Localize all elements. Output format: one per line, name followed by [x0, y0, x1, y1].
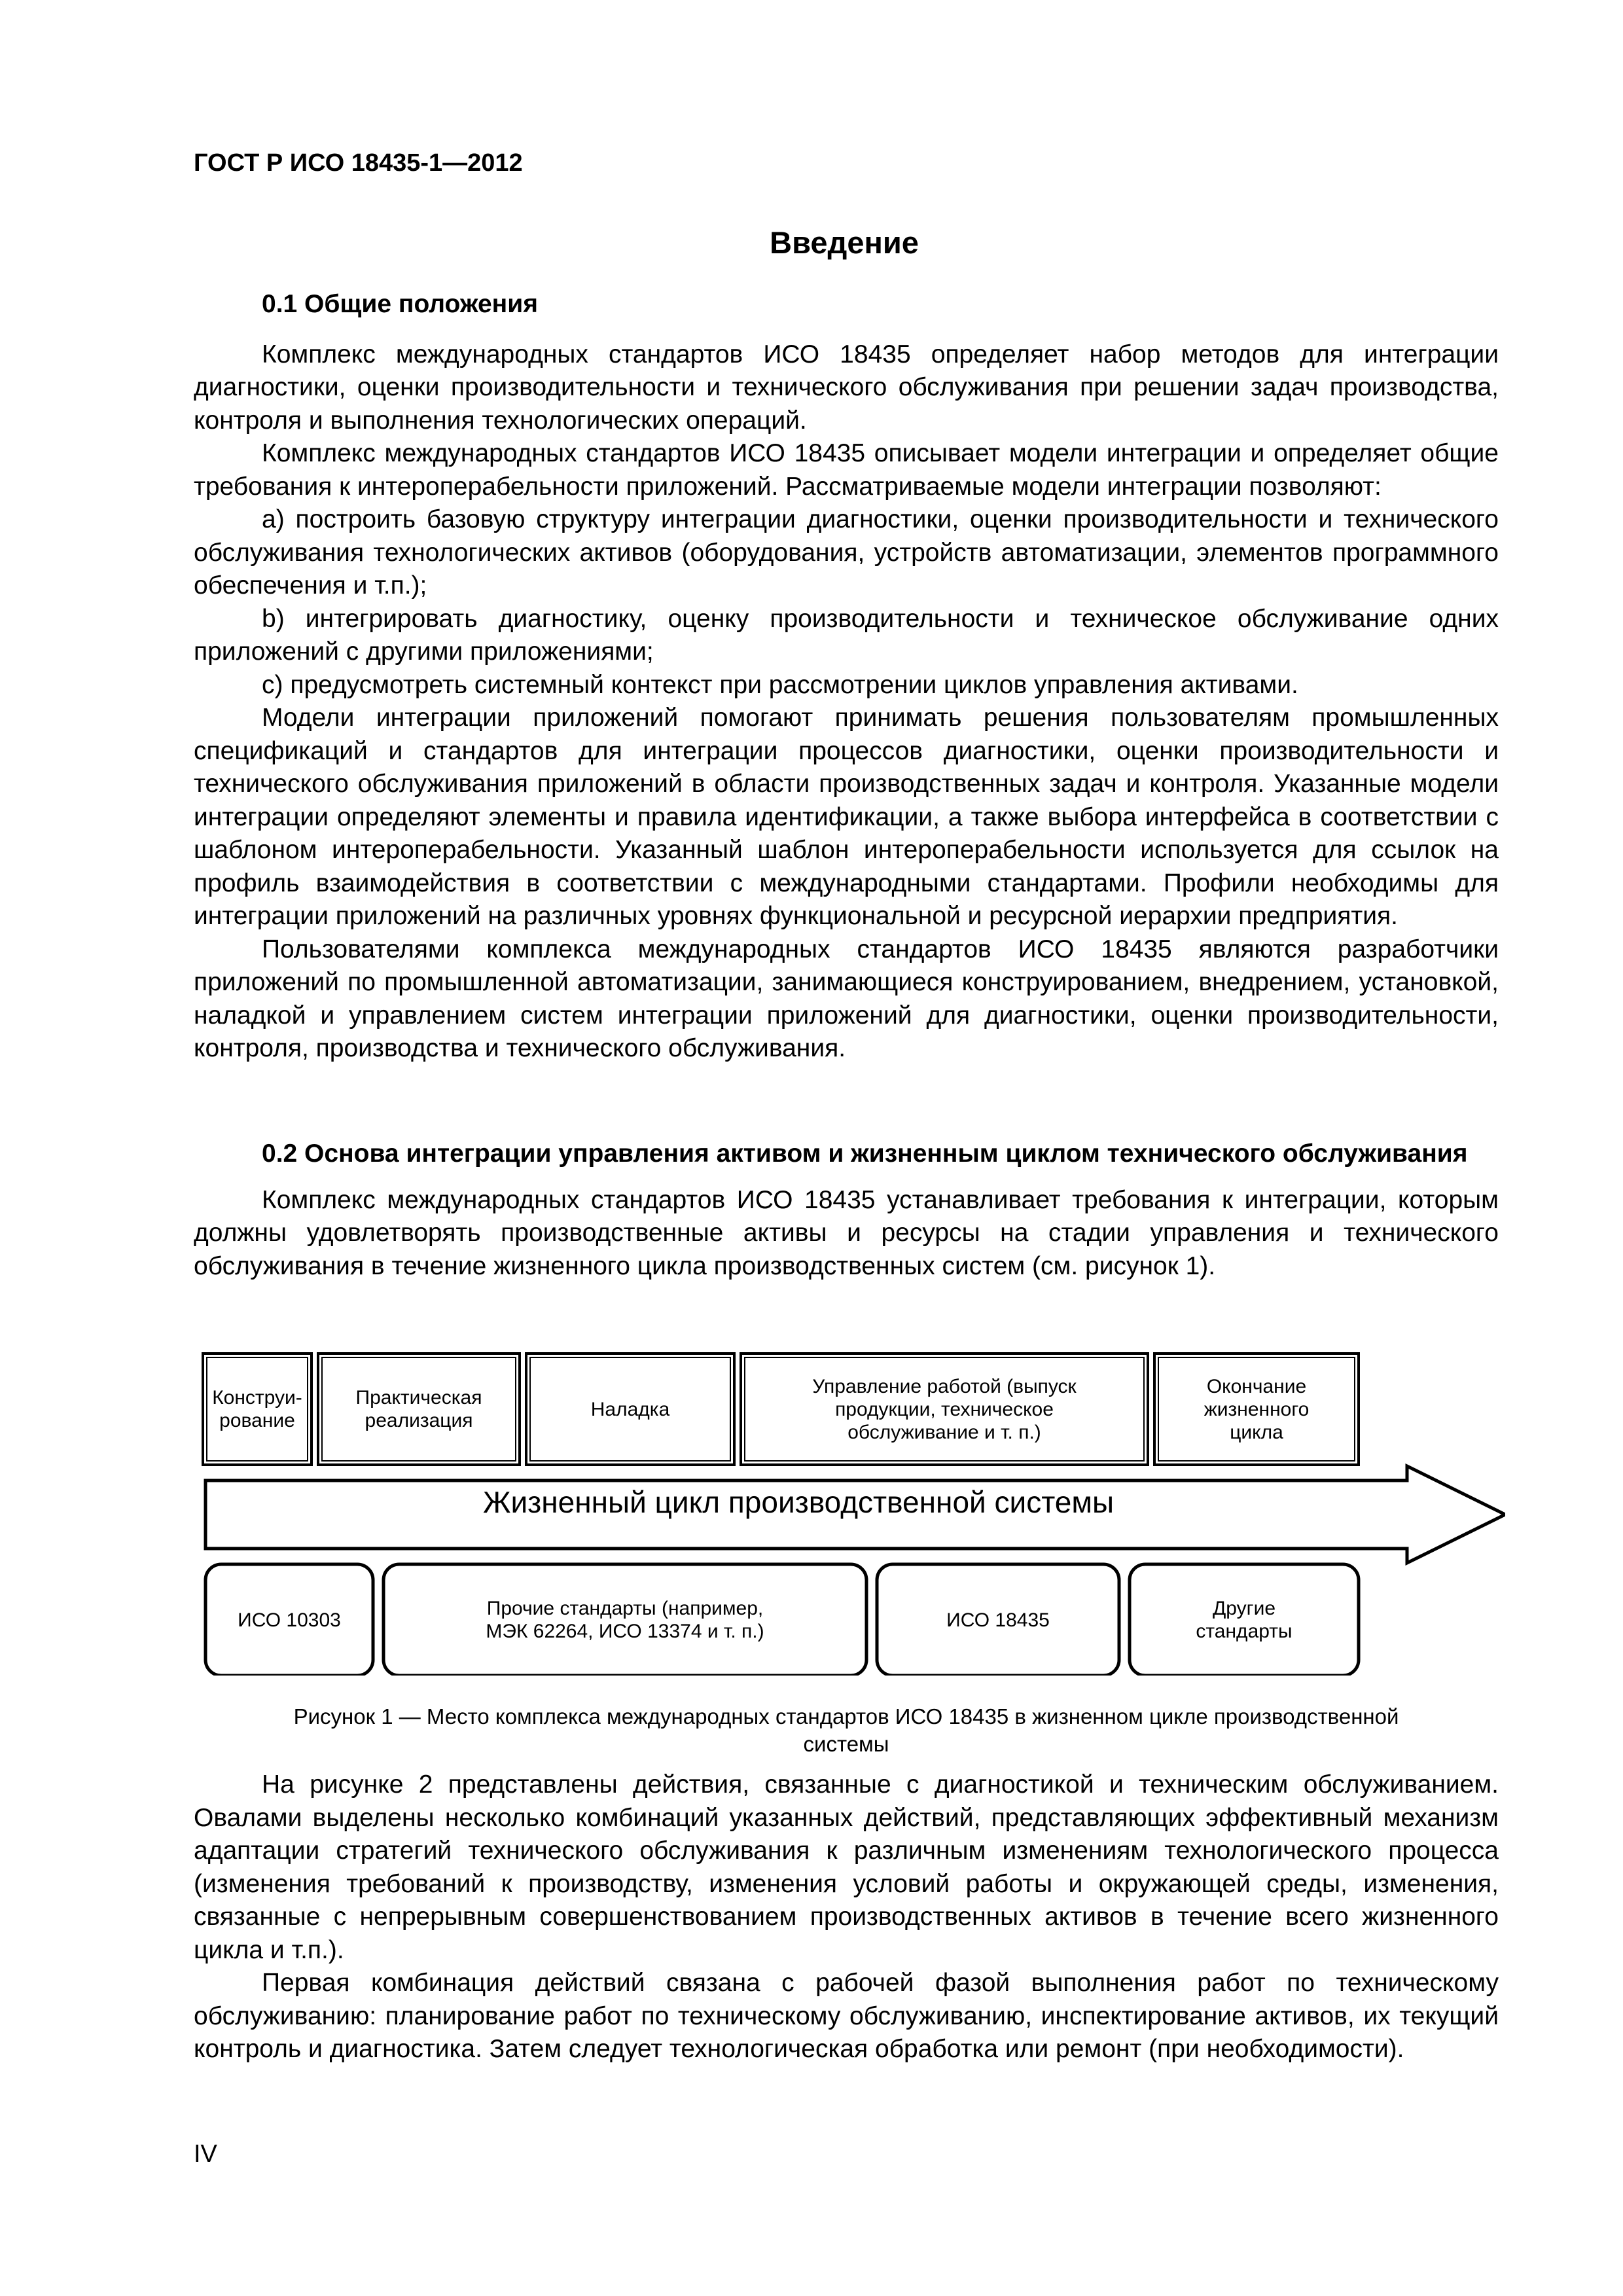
- paragraph: Первая комбинация действий связана с рабочей фазой выполнения работ по техническому обслуживанию: планирование работ по техническому обслуживанию, инспектирование активов, их текущий контроль и диагностика. Затем следует технологическая обработка или ремонт (при необходимости).: [194, 1969, 1499, 2063]
- paragraph: Комплекс международных стандартов ИСО 18435 устанавливает требования к интеграции, которым должны удовлетворять производственные активы и ресурсы на стадии управления и технического обслуживания в течение жизненного цикла производственных систем (см. рисунок 1).: [194, 1185, 1499, 1280]
- figure-1-caption: Рисунок 1 — Место комплекса международных стандартов ИСО 18435 в жизненном цикле производственной системы: [293, 1704, 1399, 1756]
- section-0-1-heading: 0.1 Общие положения: [262, 290, 538, 318]
- section-0-2: [194, 1138, 1499, 1283]
- paragraph: Комплекс международных стандартов ИСО 18435 определяет набор методов для интеграции диагностики, оценки производительности и технического обслуживания при решении задач производства, контроля и выполнения технологических операций.: [194, 340, 1499, 435]
- figure-1-lifecycle-diagram: [196, 1335, 1505, 1676]
- lifecycle-arrow-label: Жизненный цикл производственной системы: [482, 1485, 1115, 1519]
- section-0-2-heading: 0.2 Основа интеграции управления активом и жизненным циклом технического обслуживания: [262, 1139, 1468, 1168]
- phase-label-commissioning: Наладка: [590, 1398, 670, 1420]
- list-item-b: b) интегрировать диагностику, оценку производительности и техническое обслуживание одних приложений с другими приложениями;: [194, 604, 1499, 666]
- standard-label-iso-10303: ИСО 10303: [238, 1609, 341, 1631]
- phase-label-implementation: Практическая реализация: [355, 1387, 482, 1431]
- phase-label-design: Конструи- рование: [212, 1387, 302, 1431]
- section-0-1: [194, 288, 1499, 1066]
- standard-label-other-standards: Прочие стандарты (например, МЭК 62264, ИСО 13374 и т. п.): [486, 1598, 764, 1642]
- standard-label-iso-18435: ИСО 18435: [946, 1609, 1050, 1631]
- paragraph: Комплекс международных стандартов ИСО 18435 описывает модели интеграции и определяет общие требования к интероперабельности приложений. Рассматриваемые модели интеграции позволяют:: [194, 439, 1499, 501]
- phase-label-operation: Управление работой (выпуск продукции, техническое обслуживание и т. п.): [812, 1375, 1077, 1443]
- paragraph: На рисунке 2 представлены действия, связанные с диагностикой и техническим обслуживанием. Овалами выделены несколько комбинаций указанных действий, представляющих эффективный механизм адаптации стратегий технического обслуживания к различным изменениям технологического процесса (изменения требований к производству, изменения условий работы и окружающей среды, изменения, связанные с непрерывным совершенствованием производственных активов в течение всего жизненного цикла и т.п.).: [194, 1770, 1499, 1964]
- list-item-a: a) построить базовую структуру интеграции диагностики, оценки производительности и технического обслуживания технологических активов (оборудования, устройств автоматизации, элементов программного обеспечения и т.п.);: [194, 505, 1499, 600]
- after-figure-text: [194, 1768, 1499, 2066]
- page-number: IV: [194, 2140, 217, 2168]
- phase-label-end-of-life: Окончание жизненного цикла: [1204, 1375, 1310, 1443]
- paragraph: Пользователями комплекса международных стандартов ИСО 18435 являются разработчики приложений по промышленной автоматизации, занимающиеся конструированием, внедрением, установкой, наладкой и управлением систем интеграции приложений для диагностики, оценки производительности, контроля, производства и технического обслуживания.: [194, 935, 1499, 1062]
- paragraph: Модели интеграции приложений помогают принимать решения пользователям промышленных спецификаций и стандартов для интеграции процессов диагностики, оценки производительности и технического обслуживания приложений в области производственных задач и контроля. Указанные модели интеграции определяют элементы и правила идентификации, а также выбора интерфейса в соответствии с шаблоном интероперабельности. Указанный шаблон интероперабельности используется для ссылок на профиль взаимодействия в соответствии с международными стандартами. Профили необходимы для интеграции приложений на различных уровнях функциональной и ресурсной иерархии предприятия.: [194, 704, 1499, 930]
- standard-label-other: Другие стандарты: [1196, 1598, 1293, 1642]
- introduction-title: Введение: [770, 225, 919, 260]
- list-item-c: c) предусмотреть системный контекст при рассмотрении циклов управления активами.: [262, 670, 1298, 699]
- document-code-header: ГОСТ Р ИСО 18435-1—2012: [194, 149, 523, 177]
